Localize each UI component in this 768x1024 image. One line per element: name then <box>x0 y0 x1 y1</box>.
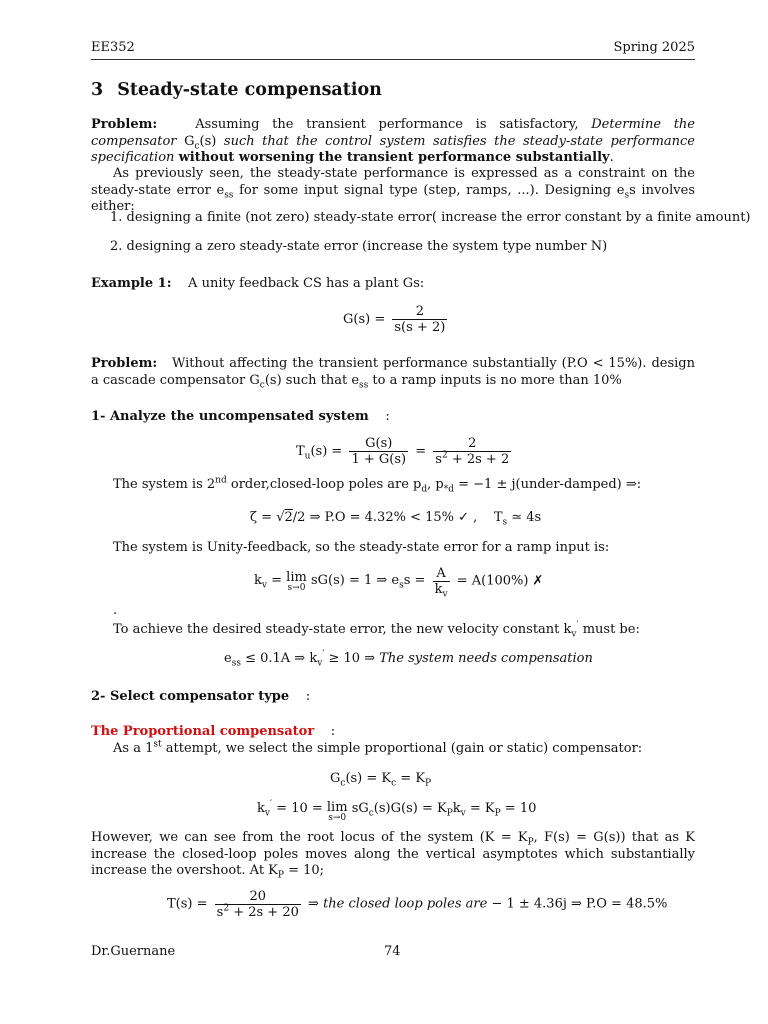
unity-feedback-line: The system is Unity-feedback, so the steady-state error for a ramp input is: <box>113 540 610 555</box>
example-text: A unity feedback CS has a plant Gs: <box>188 276 425 291</box>
list-item: 1. designing a finite (not zero) steady-state error( increase the error constant by a finite amount) <box>110 210 751 225</box>
problem-2-label: Problem: <box>91 356 158 371</box>
root-locus-paragraph: However, we can see from the root locus of the system ($K = K_P$, F(s) = G(s)) that as K increase the closed-loop poles moves along the vertical asymptotes which substantially increase the overshoot. At $K_P = 10$; <box>91 830 695 881</box>
equation-zeta: ζ = √2/2 ⇒ P.O = 4.32% < 15% ✓ , $T_s$ ≃ 4s <box>250 510 542 528</box>
dot: . <box>113 603 118 618</box>
step-2-heading: 2- Select compensator type : <box>91 689 311 704</box>
example-line <box>91 276 695 293</box>
step-1-heading: 1- Analyze the uncompensated system : <box>91 409 390 424</box>
equation-closed-loop: T(s) = $\frac{20}{s^2 + 2s + 20}$ ⇒ the closed loop poles are − 1 ± 4.36j ⇒ P.O = 48.5% <box>167 889 668 920</box>
section-title-text: Steady-state compensation <box>117 80 382 100</box>
section-number: 3 <box>91 80 104 100</box>
equation-plant: G(s) = $\frac{2}{s(s + 2)}$ <box>343 304 446 335</box>
intro-paragraph: As previously seen, the steady-state performance is expressed as a constraint on the steady-state error $e_{ss}$ for some input signal type (step, ramps, ...). Designing $e_ss$ involves either: <box>91 166 695 214</box>
list-item: 2. designing a zero steady-state error (increase the system type number N) <box>110 239 608 254</box>
system-order-line: The system is 2nd order,closed-loop poles are $p_d$, $p_{*d} = -1$ ± j(under-damped) ⇒: <box>113 475 642 495</box>
first-attempt-line: As a 1st attempt, we select the simple proportional (gain or static) compensator: <box>113 739 643 756</box>
problem-2: Problem: Without affecting the transient performance substantially (P.O < 15%). design a cascade compensator $G_c(s)$ such that $e_{ss}$ to a ramp inputs is no more than 10% <box>91 356 695 391</box>
equation-kv: $k_v = \lim$ s→0 sG(s) = 1 ⇒ $e_ss$ = $\frac{A}{k_v}$ = A(100%) ✗ <box>254 566 544 600</box>
equation-kv-prime: $k_v' = 10 = \lim$ s→0 $sG_c(s)G(s) = K_Pk_v = K_P = 10$ <box>257 799 537 823</box>
header-term: Spring 2025 <box>613 40 695 55</box>
gc-symbol: $G_c(s)$ <box>184 133 217 152</box>
header-course: EE352 <box>91 40 135 55</box>
header-rule <box>91 59 695 60</box>
proportional-compensator-heading: The Proportional compensator : <box>91 724 336 739</box>
example-label: Example 1: <box>91 276 172 291</box>
problem-statement: Problem: Assuming the transient performance is satisfactory, Determine the compensator $G_c(s)$ such that the control system satisfies the steady-state performance specification without worsening the transient performance substantially. <box>91 117 695 165</box>
section-title <box>91 82 382 99</box>
problem-text: Assuming the transient performance is satisfactory, <box>195 117 579 132</box>
problem-bold: without worsening the transient performance substantially <box>178 150 610 165</box>
problem-italic-2: such that the control system satisfies the steady-state performance specification <box>91 133 695 165</box>
problem-italic: Determine the compensator <box>91 117 695 149</box>
equation-ess: $e_{ss} \le 0.1A$ ⇒ $k_v' \ge 10$ ⇒ The system needs compensation <box>224 649 593 669</box>
page-number: 74 <box>384 944 401 959</box>
equation-gc: $G_c(s) = K_c = K_P$ <box>330 771 432 789</box>
desired-error-line: To achieve the desired steady-state error, the new velocity constant $k_v'$ must be: <box>113 620 640 640</box>
footer-author: Dr.Guernane <box>91 944 176 959</box>
equation-tu: $T_u(s)$ = $\frac{G(s)}{1 + G(s)}$ = $\frac{2}{s^2 + 2s + 2}$ <box>296 436 510 467</box>
problem-label: Problem: <box>91 117 158 132</box>
